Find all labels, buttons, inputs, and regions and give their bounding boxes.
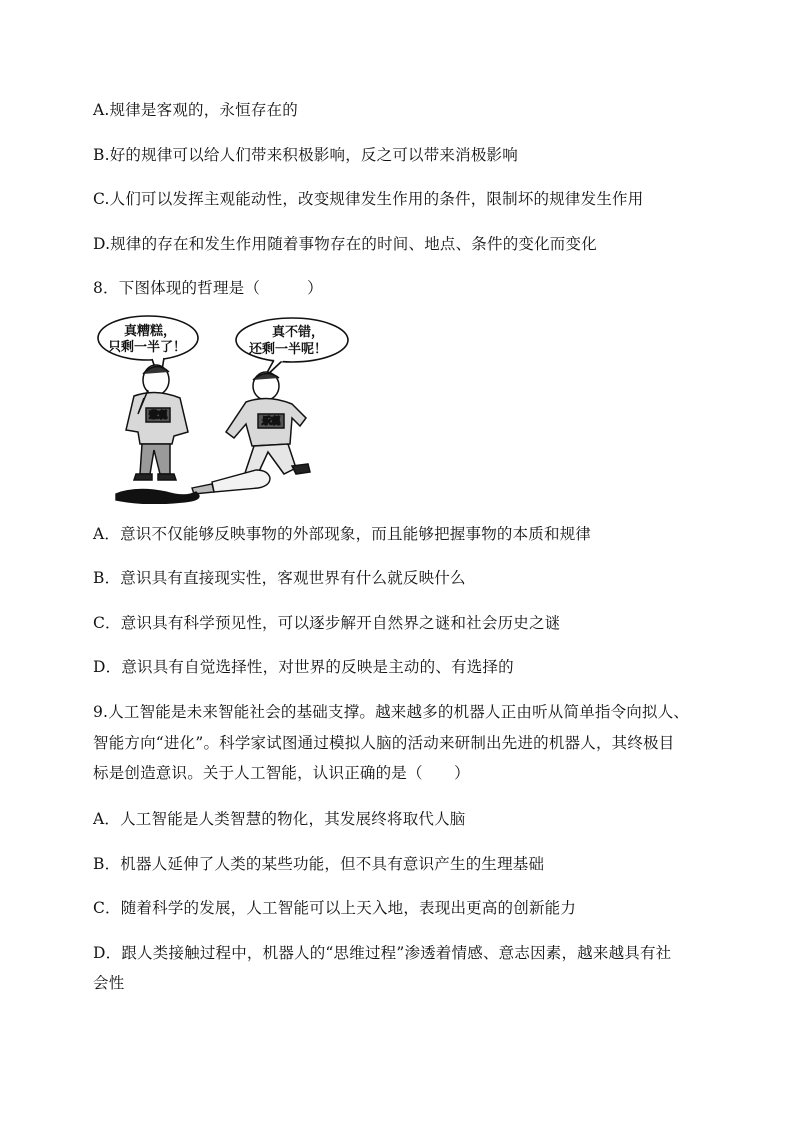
cartoon-illustration (96, 314, 364, 504)
pessimist-label: 悲观 (149, 411, 168, 421)
optimist-figure (226, 372, 310, 484)
q7-option-b: B.好的规律可以给人们带来积极影响，反之可以带来消极影响 (93, 146, 518, 164)
q9-option-c: C．随着科学的发展，人工智能可以上天入地，表现出更高的创新能力 (93, 899, 577, 917)
q9-option-d-line-1: D．跟人类接触过程中，机器人的“思维过程”渗透着情感、意志因素，越来越具有社 (93, 944, 672, 962)
q9-stem-line-3: 标是创造意识。关于人工智能，认识正确的是（ ） (93, 764, 470, 782)
optimist-label: 乐观 (262, 417, 281, 427)
q7-option-d: D.规律的存在和发生作用随着事物存在的时间、地点、条件的变化而变化 (93, 235, 597, 253)
pessimist-figure (126, 365, 188, 480)
q9-option-b: B．机器人延伸了人类的某些功能，但不具有意识产生的生理基础 (93, 855, 545, 873)
q7-option-c: C.人们可以发挥主观能动性，改变规律发生作用的条件，限制坏的规律发生作用 (93, 190, 644, 208)
right-bubble-line-2: 还剩一半呢！ (249, 342, 328, 357)
q8-option-c: C．意识具有科学预见性，可以逐步解开自然界之谜和社会历史之谜 (93, 614, 561, 632)
right-speech-bubble (236, 318, 348, 378)
q9-stem-line-2: 智能方向“进化”。科学家试图通过模拟人脑的活动来研制出先进的机器人，其终极目 (93, 734, 675, 752)
q8-option-b: B．意识具有直接现实性，客观世界有什么就反映什么 (93, 569, 466, 587)
q8-option-a: A．意识不仅能够反映事物的外部现象，而且能够把握事物的本质和规律 (93, 525, 592, 543)
q8-stem: 8．下图体现的哲理是（ ） (93, 279, 323, 297)
left-bubble-line-2: 只剩一半了！ (108, 340, 187, 355)
right-bubble-line-1: 真不错， (272, 325, 325, 340)
q7-option-a: A.规律是客观的，永恒存在的 (93, 101, 298, 119)
q9-option-a: A．人工智能是人类智慧的物化，其发展终将取代人脑 (93, 810, 466, 828)
left-bubble-line-1: 真糟糕， (124, 324, 177, 339)
optimism-pessimism-cartoon (96, 314, 364, 504)
q8-option-d: D．意识具有自觉选择性，对世界的反映是主动的、有选择的 (93, 658, 514, 676)
q9-stem-line-1: 9.人工智能是未来智能社会的基础支撑。越来越多的机器人正由听从简单指令向拟人、 (93, 703, 690, 721)
q9-option-d-line-2: 会性 (93, 974, 125, 992)
